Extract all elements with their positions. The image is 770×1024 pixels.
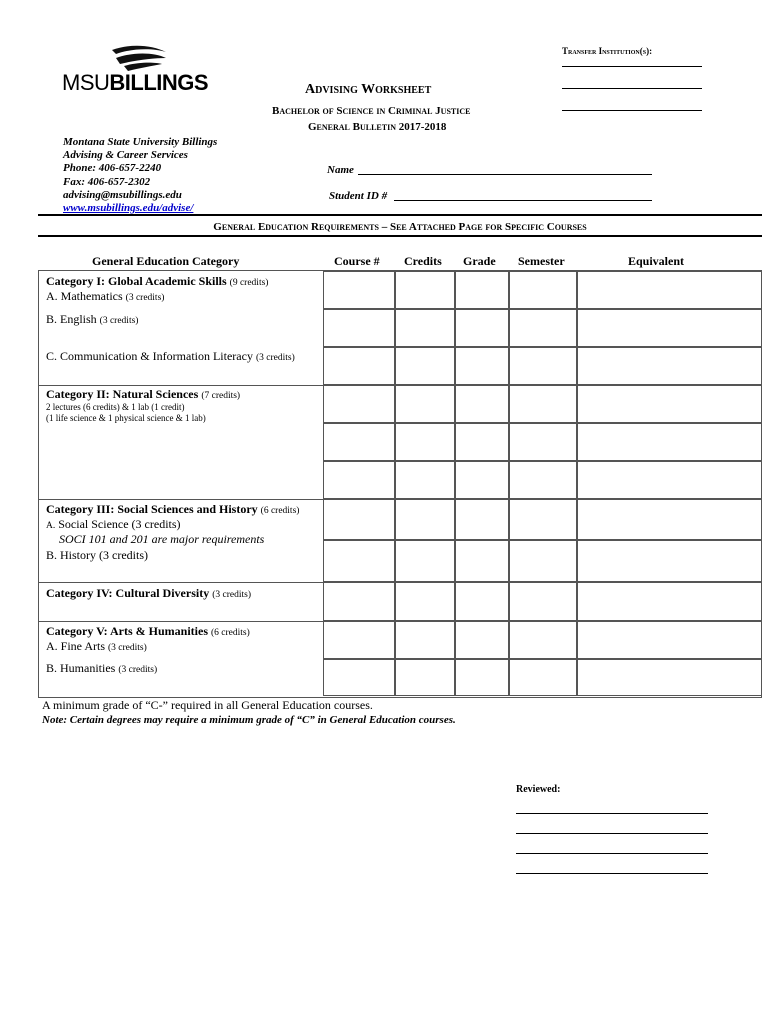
category-3-note: SOCI 101 and 201 are major requirements	[59, 532, 265, 546]
category-3-credits: (6 credits)	[260, 506, 300, 516]
name-label: Name	[327, 164, 354, 176]
bulletin-label: General Bulletin	[308, 121, 396, 133]
equivalent-cell[interactable]	[577, 271, 762, 309]
course-cell[interactable]	[323, 659, 395, 696]
category-1-a	[46, 289, 164, 306]
category-4-credits: (3 credits)	[212, 590, 251, 600]
credits-cell[interactable]	[395, 309, 455, 347]
credits-cell[interactable]	[395, 621, 455, 659]
reviewed-line-2[interactable]	[516, 833, 708, 834]
credits-cell[interactable]	[395, 659, 455, 696]
bulletin-line	[308, 121, 446, 133]
category-1-b-credits: (3 credits)	[99, 316, 139, 326]
semester-cell[interactable]	[509, 271, 577, 309]
course-cell[interactable]	[323, 582, 395, 621]
category-divider	[39, 385, 323, 386]
category-5-a-credits: (3 credits)	[108, 643, 147, 653]
semester-cell[interactable]	[509, 621, 577, 659]
reviewed-line-1[interactable]	[516, 813, 708, 814]
student-id-field[interactable]	[394, 200, 652, 201]
category-3-a-label: Social Science (3 credits)	[58, 517, 181, 531]
course-cell[interactable]	[323, 385, 395, 423]
col-header-semester: Semester	[518, 254, 565, 268]
category-2-line-2: (1 life science & 1 physical science & 1 lab)	[46, 413, 206, 423]
degree-grade-note: Note: Certain degrees may require a minimum grade of “C” in General Education courses.	[42, 714, 456, 726]
category-3-a-prefix: A.	[46, 521, 56, 531]
grade-cell[interactable]	[455, 582, 509, 621]
semester-cell[interactable]	[509, 385, 577, 423]
equivalent-cell[interactable]	[577, 582, 762, 621]
office-name: Advising & Career Services	[63, 149, 188, 162]
course-cell[interactable]	[323, 423, 395, 461]
category-divider	[39, 499, 323, 500]
equivalent-cell[interactable]	[577, 385, 762, 423]
logo-wordmark	[62, 70, 208, 96]
category-1-c-label: C. Communication & Information Literacy	[46, 349, 253, 363]
category-1-a-credits: (3 credits)	[125, 293, 165, 303]
equivalent-cell[interactable]	[577, 347, 762, 385]
university-name: Montana State University Billings	[63, 136, 218, 148]
semester-cell[interactable]	[509, 423, 577, 461]
category-5-b	[46, 661, 157, 678]
category-1-title: Category I: Global Academic Skills	[46, 274, 227, 288]
msu-billings-logo	[62, 44, 222, 96]
grade-cell[interactable]	[455, 385, 509, 423]
grade-cell[interactable]	[455, 499, 509, 540]
course-cell[interactable]	[323, 461, 395, 499]
semester-cell[interactable]	[509, 582, 577, 621]
col-header-credits: Credits	[404, 254, 442, 268]
semester-cell[interactable]	[509, 309, 577, 347]
grade-cell[interactable]	[455, 271, 509, 309]
bulletin-year: 2017-2018	[398, 121, 447, 133]
contact-block	[63, 136, 217, 215]
degree-subtitle: Bachelor of Science in Criminal Justice	[272, 105, 471, 117]
equivalent-cell[interactable]	[577, 309, 762, 347]
grade-cell[interactable]	[455, 659, 509, 696]
gen-ed-section-title: General Education Requirements – See Attached Page for Specific Courses	[213, 221, 587, 233]
grade-requirement-note: A minimum grade of “C-” required in all General Education courses.	[42, 698, 373, 712]
category-divider	[39, 582, 323, 583]
logo-text-billings: BILLINGS	[109, 70, 209, 95]
grade-cell[interactable]	[455, 461, 509, 499]
semester-cell[interactable]	[509, 347, 577, 385]
col-header-grade: Grade	[463, 254, 496, 268]
category-2-title: Category II: Natural Sciences	[46, 387, 199, 401]
transfer-institution-line-3[interactable]	[562, 110, 702, 111]
reviewed-label: Reviewed:	[516, 784, 561, 795]
logo-text-msu: MSU	[62, 70, 110, 95]
transfer-institution-line-1[interactable]	[562, 66, 702, 67]
category-3-b: B. History (3 credits)	[46, 548, 148, 562]
fax-number: Fax: 406-657-2302	[63, 175, 151, 188]
category-5-b-label: B. Humanities	[46, 661, 116, 675]
page-title: Advising Worksheet	[305, 82, 432, 97]
equivalent-cell[interactable]	[577, 499, 762, 540]
reviewed-line-3[interactable]	[516, 853, 708, 854]
category-1-credits: (9 credits)	[229, 278, 269, 288]
course-cell[interactable]	[323, 499, 395, 540]
course-cell[interactable]	[323, 347, 395, 385]
name-field[interactable]	[358, 174, 652, 175]
semester-cell[interactable]	[509, 499, 577, 540]
transfer-institutions-label: Transfer Institution(s):	[562, 46, 653, 56]
course-cell[interactable]	[323, 621, 395, 659]
category-2-credits: (7 credits)	[201, 391, 241, 401]
grade-cell[interactable]	[455, 621, 509, 659]
course-cell[interactable]	[323, 540, 395, 582]
swoosh-icon	[110, 44, 170, 72]
semester-cell[interactable]	[509, 540, 577, 582]
student-id-label: Student ID #	[329, 190, 388, 202]
equivalent-cell[interactable]	[577, 621, 762, 659]
grade-cell[interactable]	[455, 347, 509, 385]
reviewed-line-4[interactable]	[516, 873, 708, 874]
category-4	[46, 586, 251, 603]
col-header-course: Course #	[334, 254, 380, 268]
category-1-b-label: B. English	[46, 312, 97, 326]
category-3-title: Category III: Social Sciences and History	[46, 502, 258, 516]
course-cell[interactable]	[323, 271, 395, 309]
section-bottom-rule	[38, 235, 762, 237]
credits-cell[interactable]	[395, 499, 455, 540]
equivalent-cell[interactable]	[577, 461, 762, 499]
credits-cell[interactable]	[395, 461, 455, 499]
category-5-a	[46, 639, 147, 656]
category-5-credits: (6 credits)	[211, 628, 250, 638]
credits-cell[interactable]	[395, 582, 455, 621]
category-1-c	[46, 349, 295, 366]
category-divider	[39, 621, 323, 622]
gen-ed-table	[38, 270, 762, 698]
category-5-b-credits: (3 credits)	[118, 665, 158, 675]
credits-cell[interactable]	[395, 540, 455, 582]
category-1-a-label: A. Mathematics	[46, 289, 123, 303]
equivalent-cell[interactable]	[577, 659, 762, 696]
credits-cell[interactable]	[395, 271, 455, 309]
category-1-b	[46, 312, 138, 329]
col-header-equivalent: Equivalent	[628, 254, 685, 268]
credits-cell[interactable]	[395, 385, 455, 423]
grade-cell[interactable]	[455, 540, 509, 582]
email-address: advising@msubillings.edu	[63, 188, 182, 201]
website-link[interactable]: www.msubillings.edu/advise/	[63, 202, 194, 215]
semester-cell[interactable]	[509, 659, 577, 696]
grade-cell[interactable]	[455, 423, 509, 461]
grade-cell[interactable]	[455, 309, 509, 347]
category-5-a-label: A. Fine Arts	[46, 639, 106, 653]
col-header-category: General Education Category	[92, 254, 240, 268]
equivalent-cell[interactable]	[577, 540, 762, 582]
category-2-line-1: 2 lectures (6 credits) & 1 lab (1 credit)	[46, 402, 185, 412]
course-cell[interactable]	[323, 309, 395, 347]
semester-cell[interactable]	[509, 461, 577, 499]
category-4-title: Category IV: Cultural Diversity	[46, 586, 210, 600]
category-1-c-credits: (3 credits)	[255, 353, 295, 363]
section-top-rule	[38, 214, 762, 216]
transfer-institution-line-2[interactable]	[562, 88, 702, 89]
phone-number: Phone: 406-657-2240	[63, 162, 162, 175]
equivalent-cell[interactable]	[577, 423, 762, 461]
credits-cell[interactable]	[395, 347, 455, 385]
credits-cell[interactable]	[395, 423, 455, 461]
category-5-title: Category V: Arts & Humanities	[46, 624, 208, 638]
